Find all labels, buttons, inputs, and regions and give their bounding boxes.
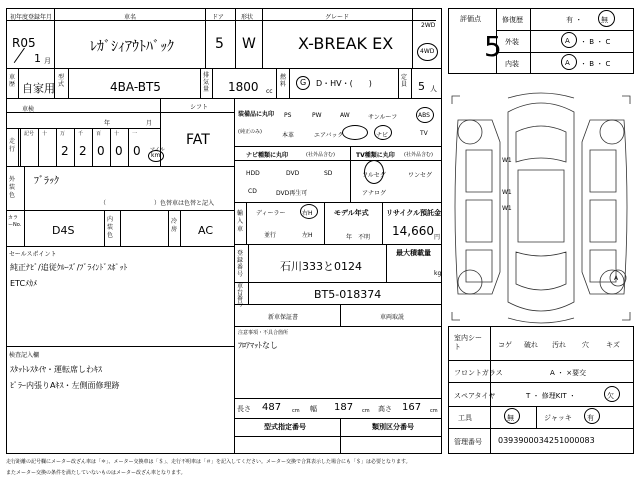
ext-selected: A: [565, 37, 570, 45]
equip-airbag: エアバック: [314, 132, 344, 139]
seat-item-tear: 破れ: [524, 341, 538, 349]
navi-hdd: HDD: [246, 170, 260, 177]
usage-value: 自家用: [22, 82, 55, 95]
reg-month-value: 1: [34, 52, 41, 65]
capacity-unit: 人: [430, 85, 437, 93]
navi-dvd-play: DVD再生可: [276, 190, 308, 197]
height-value: 167: [402, 402, 422, 413]
digit-header-5: 十: [114, 131, 120, 137]
footer-line1: 走行距離の記号欄にメーター改ざん車は「＊」、メーター交換車は「＄」、走行不明車は「＃」を記入してください。メーター交換で合算表示した場合にも「＄」は必要となります。: [6, 459, 411, 465]
navi-type-sub: (社外品含む): [306, 152, 335, 158]
seat-item-dirt: 汚れ: [552, 341, 566, 349]
equip-aw: AW: [340, 112, 350, 119]
jack-selected: 有: [587, 414, 594, 422]
spare-label: スペアタイヤ: [454, 392, 496, 400]
seat-item-scratch: キズ: [606, 341, 620, 349]
door-value: 5: [215, 36, 224, 52]
class-label: 類別区分番号: [372, 423, 414, 431]
notes-value: ﾌﾛｱﾏｯﾄなし: [238, 341, 278, 350]
shape-value: W: [242, 36, 256, 52]
int-selected: A: [565, 59, 570, 67]
ext-options: ・ B ・ C: [580, 38, 611, 46]
vin-value: BT5-018374: [314, 288, 382, 301]
model-value: 4BA-BT5: [110, 80, 161, 94]
mileage-digit-0: 2: [61, 144, 69, 158]
spare-selected: 欠: [607, 392, 614, 400]
fuel-rest: D・HV・( ): [316, 79, 372, 88]
equip-tv: TV: [420, 130, 428, 137]
int-label: 内装: [505, 60, 519, 68]
equip-pw: PW: [312, 112, 322, 119]
model-label: 型式: [58, 74, 65, 88]
recycle-label: リサイクル預託金: [386, 209, 442, 217]
plate-label: 登録番号: [237, 250, 244, 278]
recycle-yen: 円: [434, 234, 441, 241]
seat-item-burn: コゲ: [498, 341, 512, 349]
inspection-year: 年: [104, 120, 111, 127]
interior-color-label: 内装色: [107, 216, 114, 239]
height-cm: cm: [430, 408, 438, 414]
tv-fullseg: フルセグ: [362, 172, 386, 179]
model-year-value: 年 不明: [346, 234, 371, 241]
reg-year-label: 初年度登録年月: [10, 14, 53, 21]
diagram-mark-3: W1: [502, 205, 512, 212]
model-year-label: モデル年式: [334, 209, 369, 217]
inspector-line1: ｽﾀｯﾄﾚｽﾀｲﾔ・運転席しわｷｽ: [10, 365, 102, 374]
grade-label: グレード: [325, 14, 350, 21]
run-label: 走行: [9, 138, 16, 153]
int-options: ・ B ・ C: [580, 60, 611, 68]
ext-label: 外装: [505, 38, 519, 46]
equip-sunroof: サンルーフ: [368, 114, 398, 121]
tv-analog: アナログ: [362, 190, 387, 197]
drive-4wd: 4WD: [420, 48, 435, 55]
inspection-month: 月: [146, 120, 153, 127]
reg-year-value: R05: [12, 36, 36, 50]
tv-oneseg: ワンセグ: [408, 172, 433, 179]
mile-label: マイル: [150, 147, 165, 153]
digit-header-1: 十: [42, 131, 48, 137]
mileage-digit-2: 0: [97, 144, 105, 158]
color-code-value: D4S: [52, 224, 75, 237]
ext-color-value: ﾌﾞﾗｯｸ: [34, 176, 59, 187]
score-value: 5: [484, 30, 502, 63]
grade-value: X-BREAK EX: [298, 34, 394, 53]
navi-cd: CD: [248, 188, 257, 195]
car-diagram: [448, 92, 634, 324]
control-label: 管理番号: [454, 438, 482, 446]
inspector-line2: ﾋﾟﾗｰ内張りAｷｽ・左側面修理跡: [10, 381, 120, 390]
import-left-h: 左H: [302, 232, 313, 239]
score-label: 評価点: [460, 15, 481, 23]
navi-type-title: ナビ種類に丸印: [246, 152, 289, 159]
diagram-mark-1: W1: [502, 157, 512, 164]
repair-label: 修復歴: [502, 16, 523, 24]
digit-header-3: 千: [78, 131, 84, 137]
width-value: 187: [334, 402, 354, 413]
diagram-mark-4: A: [614, 275, 619, 282]
digit-header-2: 万: [60, 131, 66, 137]
manual: 車両取説: [380, 314, 405, 321]
color-code-label: カラーNo.: [8, 215, 22, 228]
control-value: 0393900034251000083: [498, 436, 595, 445]
max-load-label: 最大積載量: [396, 249, 431, 257]
vin-label: 車台番号: [237, 283, 244, 308]
seat-item-hole: 穴: [582, 341, 589, 349]
fuel-label: 燃料: [280, 74, 287, 88]
mileage-digit-1: 2: [79, 144, 87, 158]
glass-label: フロントガラス: [454, 369, 503, 377]
max-load-kg: kg: [434, 270, 442, 277]
drive-2wd: 2WD: [421, 22, 436, 29]
plate-value: 石川333と0124: [280, 260, 362, 273]
equipment-subtitle: (純正のみ): [238, 129, 262, 135]
length-cm: cm: [292, 408, 300, 414]
import-parallel: 並行: [264, 232, 277, 239]
equip-navi: ナビ: [376, 132, 389, 139]
digit-header-4: 百: [96, 131, 102, 137]
equip-leather: 本革: [282, 132, 295, 139]
km-label: km: [151, 152, 161, 159]
equipment-title: 装備品に丸印: [238, 111, 275, 118]
sales-point-label: セールスポイント: [9, 251, 57, 258]
equip-abs: ABS: [418, 112, 430, 119]
door-label: ドア: [212, 14, 224, 21]
airbag-circle: [342, 125, 368, 140]
capacity-label: 定員: [401, 74, 408, 88]
repair-options: 有 ・: [566, 16, 583, 24]
import-label: 輸入車: [237, 210, 244, 233]
displacement-value: 1800: [228, 80, 259, 94]
digit-header-0: 記号: [24, 131, 35, 137]
tools-label: 工具: [458, 414, 472, 422]
length-value: 487: [262, 402, 282, 413]
displacement-label: 排気量: [203, 72, 210, 93]
width-cm: cm: [362, 408, 370, 414]
ext-color-label: 外装色: [9, 176, 16, 199]
shape-label: 形状: [241, 14, 254, 21]
type-cert-label: 型式指定番号: [264, 423, 306, 431]
glass-items: A ・ ×要交: [550, 369, 587, 377]
notes-label: 注意事項・不具合箇所: [238, 330, 289, 336]
navi-sd: SD: [324, 170, 333, 177]
sales-point-line2: ETCﾒｶﾒ: [10, 279, 38, 288]
capacity-value: 5: [418, 80, 425, 93]
digit-header-6: 一: [132, 131, 138, 137]
shift-value: FAT: [186, 132, 210, 148]
repair-selected: 無: [601, 16, 608, 24]
inspection-label: 車検: [22, 106, 35, 113]
shift-label: シフト: [190, 104, 209, 111]
length-label: 長さ: [237, 405, 251, 413]
car-name-value: ﾚｶﾞｼｨｱｳﾄﾊﾞｯｸ: [90, 39, 174, 55]
tools-selected: 無: [507, 414, 514, 422]
navi-dvd: DVD: [286, 170, 300, 177]
sales-point-line1: 純正ﾅﾋﾞ/追従ｸﾙｰｽﾞ/ﾌﾞﾗｲﾝﾄﾞｽﾎﾟｯﾄ: [10, 263, 128, 272]
cc-unit: cc: [266, 88, 273, 95]
fuel-g: G: [300, 78, 307, 87]
height-label: 高さ: [378, 405, 392, 413]
ac-value: AC: [198, 224, 214, 237]
mileage-digit-4: 0: [133, 144, 141, 158]
spare-items: T ・ 修理KIT ・: [526, 392, 576, 400]
car-name-label: 車名: [124, 14, 137, 21]
diagram-mark-2: W1: [502, 189, 512, 196]
new-warranty: 新車保証書: [268, 314, 299, 321]
equip-ps: PS: [284, 112, 292, 119]
month-unit: 月: [44, 57, 51, 65]
ac-label: 冷房: [171, 218, 178, 233]
seat-label: 室内シート: [454, 334, 482, 351]
width-label: 幅: [310, 405, 317, 413]
usage-label: 車歴: [9, 74, 16, 88]
import-right-h: 右H: [302, 210, 313, 217]
tv-type-title: TV種類に丸印: [356, 152, 395, 159]
tv-type-sub: (社外品含む): [404, 152, 433, 158]
ext-color-note: （ ）色替車は色替と記入: [100, 200, 215, 207]
import-dealer: ディーラー: [256, 210, 286, 217]
mileage-digit-3: 0: [115, 144, 123, 158]
inspector-label: 検査記入欄: [9, 352, 40, 359]
jack-label: ジャッキ: [544, 414, 572, 422]
footer-line2: またメーター交換の条件を満たしていないものはメーター改ざん車となります。: [6, 470, 186, 476]
recycle-value: 14,660: [392, 224, 434, 238]
